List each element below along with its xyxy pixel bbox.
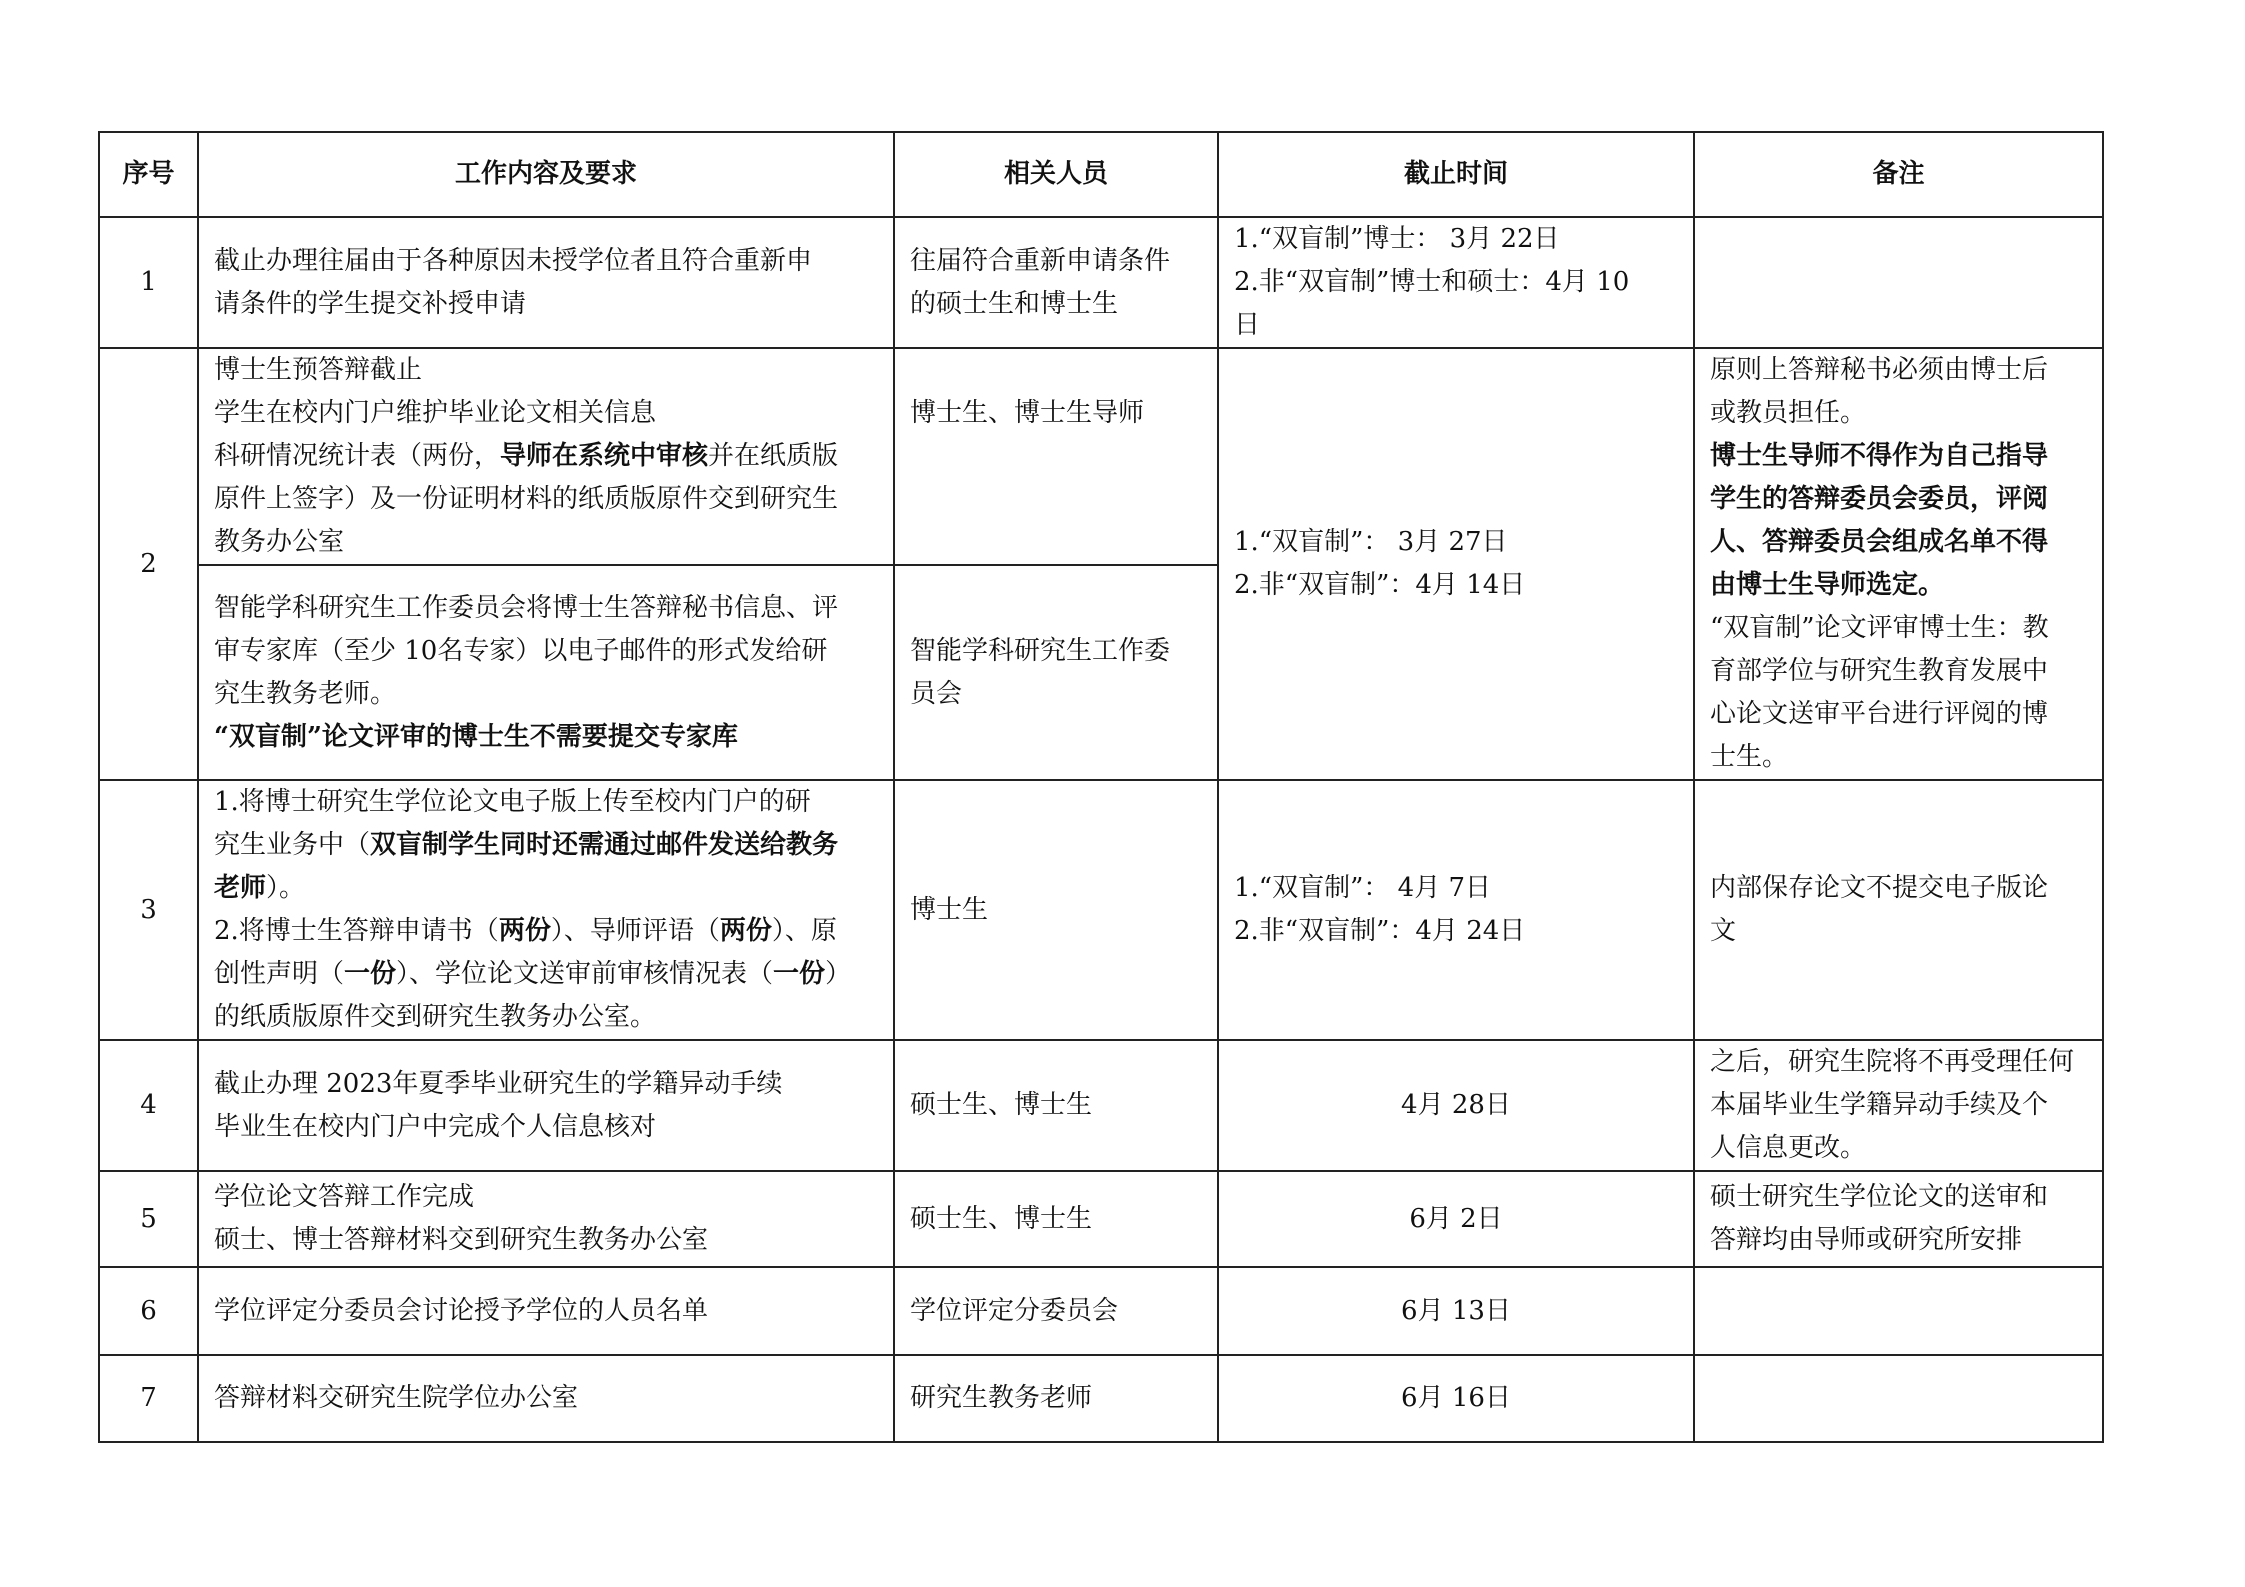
notes-cell <box>1694 1171 2103 1267</box>
people-cell <box>894 348 1218 565</box>
notes-line: 心论文送审平台进行评阅的博 <box>1710 699 2049 729</box>
notes-line-bold: 博士生导师不得作为自己指导 <box>1710 441 2049 471</box>
table-row-6 <box>99 1267 2103 1355</box>
text-run: 科研情况统计表（两份， <box>214 441 501 471</box>
deadline-line: 1.“双盲制”： 3月 27日 <box>1234 527 1508 557</box>
content-cell <box>198 1171 894 1267</box>
bold-text: 两份 <box>498 916 551 946</box>
text-run: 并在纸质版 <box>708 441 839 471</box>
header-notes: 备注 <box>1694 132 2103 217</box>
deadline-cell: 6月 13日 <box>1218 1267 1694 1355</box>
people-cell: 学位评定分委员会 <box>894 1267 1218 1355</box>
header-content: 工作内容及要求 <box>198 132 894 217</box>
deadline-cell: 6月 2日 <box>1218 1171 1694 1267</box>
deadline-line: 2.非“双盲制”：4月 14日 <box>1234 570 1526 600</box>
people-cell: 研究生教务老师 <box>894 1355 1218 1442</box>
text-run: ）、导师评语（ <box>550 916 720 946</box>
row-number: 6 <box>99 1267 198 1355</box>
people-line: 硕士生、博士生 <box>910 1203 1093 1234</box>
content-cell: 答辩材料交研究生院学位办公室 <box>198 1355 894 1442</box>
header-no: 序号 <box>99 132 198 217</box>
deadline-line: 1.“双盲制”博士： 3月 22日 <box>1234 224 1560 254</box>
header-people: 相关人员 <box>894 132 1218 217</box>
bold-text: 双盲制学生同时还需通过邮件发送给教务 <box>370 830 839 860</box>
notes-line: 原则上答辩秘书必须由博士后 <box>1710 355 2049 385</box>
content-cell <box>198 217 894 348</box>
content-cell: 学位评定分委员会讨论授予学位的人员名单 <box>198 1267 894 1355</box>
table-row-1 <box>99 217 2103 348</box>
content-cell <box>198 565 894 780</box>
table-row-3 <box>99 780 2103 1040</box>
people-line: 的硕士生和博士生 <box>910 288 1119 319</box>
text-run: ）、原 <box>771 916 837 946</box>
content-line: 请条件的学生提交补授申请 <box>214 288 527 319</box>
text-run: ）。 <box>266 873 306 903</box>
content-line: 审专家库（至少 10名专家）以电子邮件的形式发给研 <box>214 635 828 666</box>
content-line <box>214 953 878 996</box>
content-line: 学位论文答辩工作完成 <box>214 1182 475 1212</box>
notes-cell <box>1694 780 2103 1040</box>
content-line <box>214 910 878 953</box>
bold-text: 一份 <box>344 959 397 989</box>
content-line: 原件上签字）及一份证明材料的纸质版原件交到研究生 <box>214 484 839 514</box>
people-line: 员会 <box>910 678 963 709</box>
content-line: 究生教务老师。 <box>214 678 397 709</box>
notes-line: 育部学位与研究生教育发展中 <box>1710 656 2049 686</box>
header-deadline: 截止时间 <box>1218 132 1694 217</box>
notes-cell <box>1694 1267 2103 1355</box>
notes-line: 或教员担任。 <box>1710 398 1867 428</box>
people-line: 智能学科研究生工作委 <box>910 635 1171 666</box>
row-number: 2 <box>99 348 198 780</box>
table-row-5 <box>99 1171 2103 1267</box>
row-number: 3 <box>99 780 198 1040</box>
people-line: 博士生 <box>910 894 989 925</box>
notes-line-bold: 学生的答辩委员会委员，评阅 <box>1710 484 2049 514</box>
content-line <box>214 867 878 910</box>
people-cell <box>894 565 1218 780</box>
content-line: 截止办理 2023年夏季毕业研究生的学籍异动手续 <box>214 1068 783 1099</box>
notes-cell <box>1694 348 2103 780</box>
notes-line: 内部保存论文不提交电子版论 <box>1710 873 2049 903</box>
schedule-table <box>98 131 2104 1443</box>
notes-line: 之后，研究生院将不再受理任何 <box>1710 1047 2075 1077</box>
content-line: 毕业生在校内门户中完成个人信息核对 <box>214 1111 657 1142</box>
text-run: ） <box>825 959 852 989</box>
deadline-line: 2.非“双盲制”：4月 24日 <box>1234 916 1526 946</box>
people-line: 往届符合重新申请条件 <box>910 245 1171 276</box>
notes-cell <box>1694 1355 2103 1442</box>
notes-cell <box>1694 217 2103 348</box>
notes-line: 文 <box>1710 916 1737 946</box>
deadline-cell: 4月 28日 <box>1218 1040 1694 1171</box>
deadline-line: 1.“双盲制”： 4月 7日 <box>1234 873 1492 903</box>
deadline-cell <box>1218 217 1694 348</box>
bold-text: 导师在系统中审核 <box>500 441 709 471</box>
content-line-bold: “双盲制”论文评审的博士生不需要提交专家库 <box>214 721 738 752</box>
content-line: 硕士、博士答辩材料交到研究生教务办公室 <box>214 1225 709 1255</box>
notes-line: 本届毕业生学籍异动手续及个 <box>1710 1090 2049 1120</box>
people-cell <box>894 1171 1218 1267</box>
text-run: 2.将博士生答辩申请书（ <box>214 916 499 946</box>
notes-line: 人信息更改。 <box>1710 1133 1867 1163</box>
bold-text: 老师 <box>214 873 267 903</box>
people-cell <box>894 1040 1218 1171</box>
content-line: 截止办理往届由于各种原因未授学位者且符合重新申 <box>214 245 813 276</box>
text-run: 究生业务中（ <box>214 830 371 860</box>
deadline-cell <box>1218 780 1694 1040</box>
notes-line: 硕士研究生学位论文的送审和 <box>1710 1182 2049 1212</box>
bold-text: 一份 <box>773 959 826 989</box>
content-line: 博士生预答辩截止 <box>214 355 423 385</box>
deadline-cell: 6月 16日 <box>1218 1355 1694 1442</box>
text-run: 创性声明（ <box>214 959 345 989</box>
content-line <box>214 435 878 478</box>
deadline-line: 日 <box>1234 310 1261 340</box>
people-cell <box>894 217 1218 348</box>
table-row-7 <box>99 1355 2103 1442</box>
content-cell <box>198 780 894 1040</box>
notes-line-bold: 由博士生导师选定。 <box>1710 570 1945 600</box>
notes-cell <box>1694 1040 2103 1171</box>
content-line: 教务办公室 <box>214 527 345 557</box>
table-row-2a <box>99 348 2103 565</box>
content-line: 1.将博士研究生学位论文电子版上传至校内门户的研 <box>214 787 811 817</box>
people-cell <box>894 780 1218 1040</box>
notes-line-bold: 人、答辩委员会组成名单不得 <box>1710 527 2049 557</box>
content-line <box>214 824 878 867</box>
content-line: 学生在校内门户维护毕业论文相关信息 <box>214 398 657 428</box>
notes-line: 答辩均由导师或研究所安排 <box>1710 1225 2023 1255</box>
row-number: 1 <box>99 217 198 348</box>
row-number: 7 <box>99 1355 198 1442</box>
bold-text: 两份 <box>719 916 772 946</box>
people-line: 硕士生、博士生 <box>910 1090 1093 1120</box>
people-line: 博士生、博士生导师 <box>910 398 1145 428</box>
content-line: 的纸质版原件交到研究生教务办公室。 <box>214 1002 657 1032</box>
content-cell <box>198 348 894 565</box>
notes-line: 士生。 <box>1710 742 1789 772</box>
content-line: 智能学科研究生工作委员会将博士生答辩秘书信息、评 <box>214 592 839 623</box>
row-number: 5 <box>99 1171 198 1267</box>
text-run: ）、学位论文送审前审核情况表（ <box>396 959 774 989</box>
content-cell <box>198 1040 894 1171</box>
notes-line: “双盲制”论文评审博士生：教 <box>1710 613 2049 643</box>
table-row-4 <box>99 1040 2103 1171</box>
deadline-line: 2.非“双盲制”博士和硕士：4月 10 <box>1234 267 1630 297</box>
header-row <box>99 132 2103 217</box>
row-number: 4 <box>99 1040 198 1171</box>
deadline-cell <box>1218 348 1694 780</box>
